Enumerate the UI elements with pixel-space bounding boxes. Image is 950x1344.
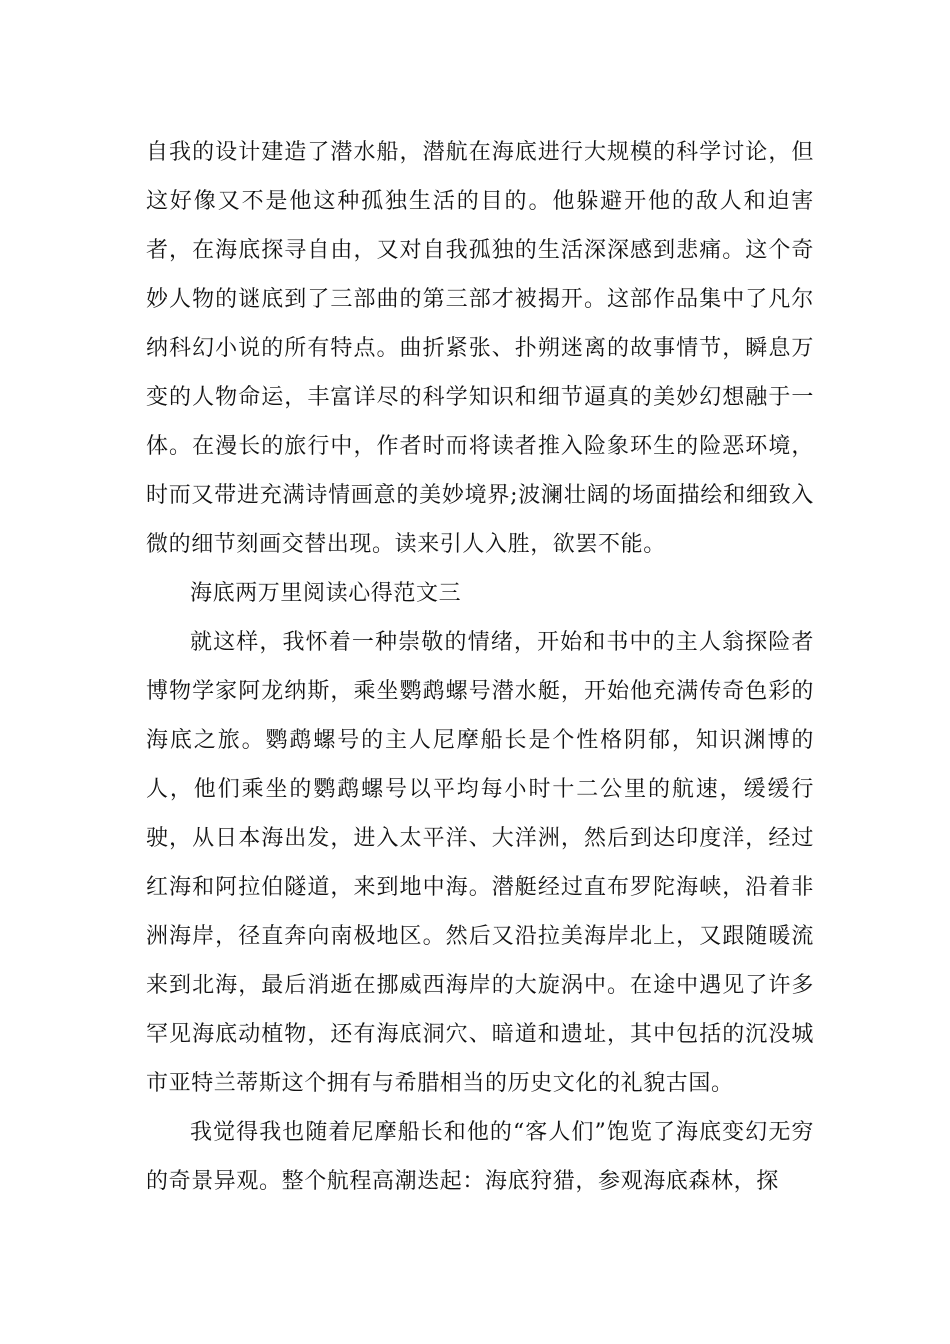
paragraph-continued: 自我的设计建造了潜水船，潜航在海底进行大规模的科学讨论，但这好像又不是他这种孤独生活的目的。他躲避开他的敌人和迫害者，在海底探寻自由，又对自我孤独的生活深深感到悲痛。这个奇妙人物的谜底到了三部曲的第三部才被揭开。这部作品集中了凡尔纳科幻小说的所有特点。曲折紧张、扑朔迷离的故事情节，瞬息万变的人物命运，丰富详尽的科学知识和细节逼真的美妙幻想融于一体。在漫长的旅行中，作者时而将读者推入险象环生的险恶环境，时而又带进充满诗情画意的美妙境界;波澜壮阔的场面描绘和细致入微的细节刻画交替出现。读来引人入胜，欲罢不能。 <box>146 140 814 557</box>
paragraph: 我觉得我也随着尼摩船长和他的“客人们”饱览了海底变幻无穷的奇景异观。整个航程高潮迭起：海底狩猎，参观海底森林，探 <box>146 1120 814 1194</box>
paragraph: 就这样，我怀着一种崇敬的情绪，开始和书中的主人翁探险者博物学家阿龙纳斯，乘坐鹦鹉螺号潜水艇，开始他充满传奇色彩的海底之旅。鹦鹉螺号的主人尼摩船长是个性格阴郁，知识渊博的人，他们乘坐的鹦鹉螺号以平均每小时十二公里的航速，缓缓行驶，从日本海出发，进入太平洋、大洋洲，然后到达印度洋，经过红海和阿拉伯隧道，来到地中海。潜艇经过直布罗陀海峡，沿着非洲海岸，径直奔向南极地区。然后又沿拉美海岸北上，又跟随暖流来到北海，最后消逝在挪威西海岸的大旋涡中。在途中遇见了许多罕见海底动植物，还有海底洞穴、暗道和遗址，其中包括的沉没城市亚特兰蒂斯这个拥有与希腊相当的历史文化的礼貌古国。 <box>146 630 814 1096</box>
section-heading: 海底两万里阅读心得范文三 <box>190 581 462 606</box>
document-body <box>146 128 814 1206</box>
